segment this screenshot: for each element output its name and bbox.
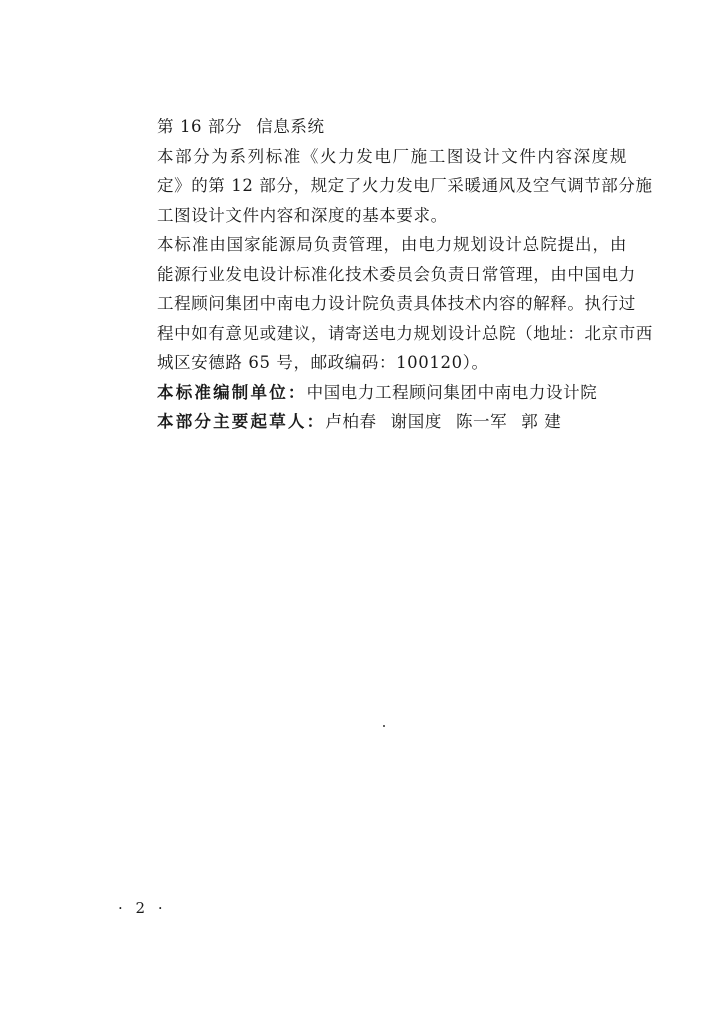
paragraph2-line: 本标准由国家能源局负责管理，由电力规划设计总院提出，由 bbox=[157, 235, 627, 254]
page-number: · 2 · bbox=[118, 899, 167, 917]
drafters-label: 本部分主要起草人： bbox=[157, 412, 326, 431]
paragraph2-line: 工程顾问集团中南电力设计院负责具体技术内容的解释。执行过 bbox=[157, 294, 636, 313]
paragraph1-line: 工图设计文件内容和深度的基本要求。 bbox=[157, 205, 448, 225]
drafter-name: 卢柏春 bbox=[325, 412, 377, 431]
compiler-value: 中国电力工程顾问集团中南电力设计院 bbox=[306, 382, 598, 402]
paragraph1-line: 本部分为系列标准《火力发电厂施工图设计文件内容深度规 bbox=[157, 146, 627, 166]
stray-dot bbox=[383, 725, 385, 727]
paragraph2-line: 能源行业发电设计标准化技术委员会负责日常管理，由中国电力 bbox=[157, 264, 636, 284]
drafters-line bbox=[157, 407, 627, 437]
paragraph2-line: 城区安德路 65 号，邮政编码：100120）。 bbox=[157, 353, 489, 372]
section-heading bbox=[157, 112, 627, 142]
section-number: 第 16 部分 bbox=[157, 117, 243, 136]
section-title: 信息系统 bbox=[256, 117, 325, 136]
drafter-name: 谢国度 bbox=[390, 412, 442, 431]
paragraph2-line: 程中如有意见或建议，请寄送电力规划设计总院（地址：北京市西 bbox=[157, 323, 653, 343]
paragraph1-line: 定》的第 12 部分，规定了火力发电厂采暖通风及空气调节部分施 bbox=[157, 176, 653, 195]
compiler-line bbox=[157, 378, 627, 408]
drafter-name: 陈一军 bbox=[455, 412, 508, 431]
drafter-name: 郭 建 bbox=[521, 412, 562, 431]
foreword-text bbox=[157, 112, 653, 437]
compiler-label: 本标准编制单位： bbox=[157, 382, 307, 402]
